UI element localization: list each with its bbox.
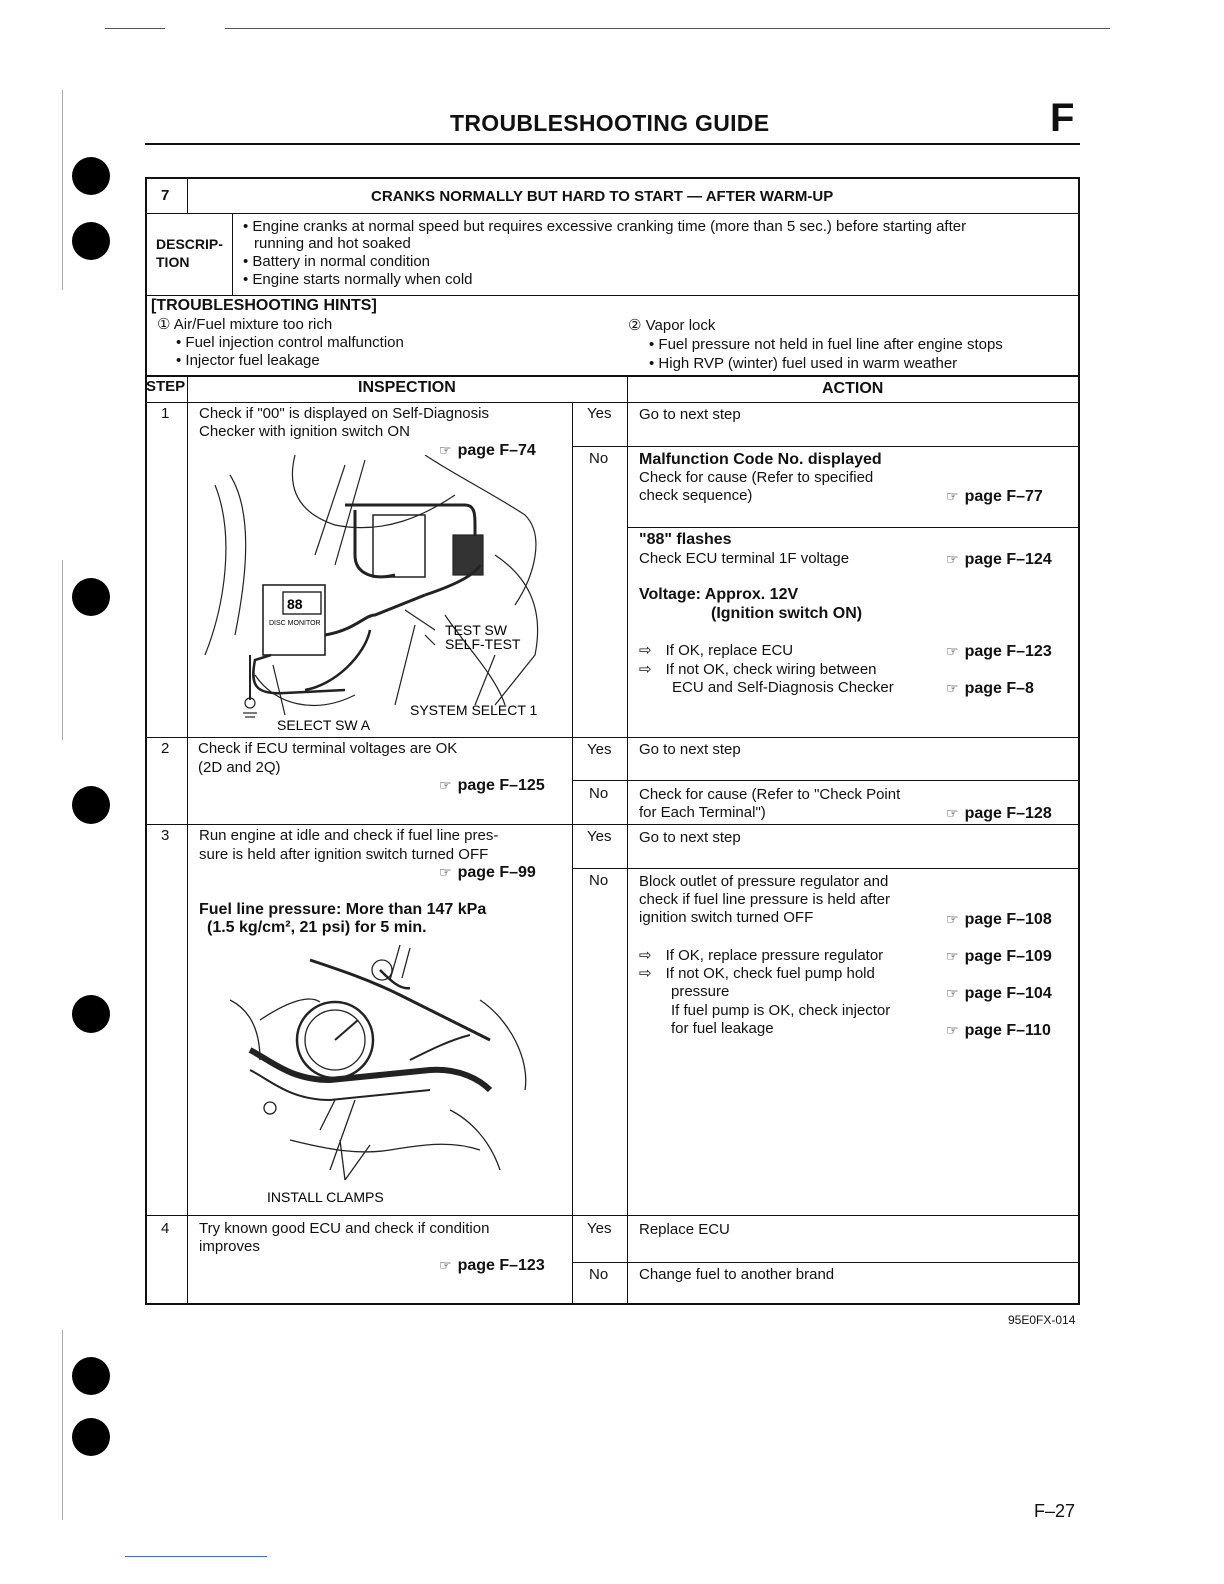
hand-pointer-icon: ☞	[946, 1022, 959, 1038]
description-line: running and hot soaked	[254, 235, 411, 252]
page-reference: ☞ page F–74	[439, 442, 536, 459]
action-text: If fuel pump is OK, check injector	[671, 1002, 891, 1019]
hollow-arrow-icon: ⇨	[639, 965, 652, 982]
action-text: for Each Terminal")	[639, 804, 766, 821]
action-text: Replace ECU	[639, 1221, 730, 1238]
inspection-line: Checker with ignition switch ON	[199, 423, 410, 440]
header-rule	[145, 143, 1080, 145]
no-label: No	[589, 872, 609, 889]
hand-pointer-icon: ☞	[439, 442, 452, 458]
hand-pointer-icon: ☞	[946, 680, 959, 696]
figure-label-self-test: SELF-TEST	[445, 636, 521, 652]
hint-line: • Fuel injection control malfunction	[176, 334, 404, 351]
checker-monitor-label: DISC MONITOR	[269, 620, 321, 627]
figure-label-install-clamps: INSTALL CLAMPS	[267, 1189, 384, 1205]
action-text: check if fuel line pressure is held after	[639, 891, 890, 908]
hint-line: • High RVP (winter) fuel used in warm weather	[649, 355, 958, 372]
self-diagnosis-checker-figure	[195, 455, 570, 735]
yes-label: Yes	[587, 828, 612, 845]
scan-line	[105, 28, 165, 29]
yes-label: Yes	[587, 741, 612, 758]
action-text: check sequence)	[639, 487, 753, 504]
page-number: F–27	[1034, 1501, 1076, 1521]
fuel-pressure-gauge-figure	[230, 940, 550, 1210]
spec-value: (Ignition switch ON)	[711, 605, 863, 622]
description-label: DESCRIP-	[156, 236, 223, 252]
page-reference: ☞ page F–108	[946, 911, 1052, 928]
inspection-line: sure is held after ignition switch turned OFF	[199, 846, 489, 863]
checker-display: 88	[287, 596, 303, 612]
inspection-line: Check if ECU terminal voltages are OK	[198, 740, 458, 757]
description-line: • Engine cranks at normal speed but requires excessive cranking time (more than 5 sec.) before starting after	[243, 218, 967, 235]
hand-pointer-icon: ☞	[946, 985, 959, 1001]
action-text: ECU and Self-Diagnosis Checker	[672, 679, 894, 696]
column-header-inspection: INSPECTION	[358, 379, 456, 396]
page-reference: ☞ page F–123	[439, 1257, 545, 1274]
action-text: Go to next step	[639, 829, 741, 846]
description-line: • Battery in normal condition	[243, 253, 431, 270]
action-heading: Malfunction Code No. displayed	[639, 451, 882, 468]
step-number: 3	[161, 827, 170, 844]
spec-value: (1.5 kg/cm², 21 psi) for 5 min.	[207, 919, 427, 936]
step-number: 4	[161, 1220, 170, 1237]
hand-pointer-icon: ☞	[946, 643, 959, 659]
binder-hole	[72, 222, 110, 260]
action-heading: "88" flashes	[639, 531, 732, 548]
action-text: Check ECU terminal 1F voltage	[639, 550, 850, 567]
hint-line: • Injector fuel leakage	[176, 352, 320, 369]
page-title: TROUBLESHOOTING GUIDE	[450, 110, 770, 136]
hand-pointer-icon: ☞	[439, 864, 452, 880]
page-reference: ☞ page F–104	[946, 985, 1052, 1002]
description-label: TION	[156, 254, 190, 270]
hollow-arrow-icon: ⇨	[639, 642, 652, 659]
page-reference: ☞ page F–123	[946, 643, 1052, 660]
action-text: pressure	[671, 983, 730, 1000]
action-text: ⇨ If not OK, check fuel pump hold	[639, 965, 875, 982]
figure-label-system-select: SYSTEM SELECT 1	[410, 702, 538, 718]
action-text: for fuel leakage	[671, 1020, 774, 1037]
hints-title: [TROUBLESHOOTING HINTS]	[151, 297, 377, 314]
margin-line	[62, 560, 63, 740]
hand-pointer-icon: ☞	[946, 488, 959, 504]
hand-pointer-icon: ☞	[439, 777, 452, 793]
no-label: No	[589, 1266, 609, 1283]
binder-hole	[72, 1418, 110, 1456]
figure-label-select-sw: SELECT SW A	[277, 717, 371, 733]
page-reference: ☞ page F–110	[946, 1022, 1051, 1039]
hollow-arrow-icon: ⇨	[639, 661, 652, 678]
action-text: Go to next step	[639, 406, 741, 423]
yes-label: Yes	[587, 1220, 612, 1237]
inspection-line: improves	[199, 1238, 260, 1255]
binder-hole	[72, 995, 110, 1033]
page-reference: ☞ page F–109	[946, 948, 1052, 965]
page-reference: ☞ page F–77	[946, 488, 1043, 505]
binder-hole	[72, 786, 110, 824]
figure-label-test-sw: TEST SW	[445, 622, 507, 638]
no-label: No	[589, 450, 609, 467]
action-text: ⇨ If OK, replace ECU	[639, 642, 794, 659]
inspection-line: Check if "00" is displayed on Self-Diagnosis	[199, 405, 489, 422]
action-text: Change fuel to another brand	[639, 1266, 835, 1283]
hint-line: ② Vapor lock	[628, 317, 716, 334]
binder-hole	[72, 578, 110, 616]
hand-pointer-icon: ☞	[946, 551, 959, 567]
action-text: ignition switch turned OFF	[639, 909, 814, 926]
hollow-arrow-icon: ⇨	[639, 947, 652, 964]
page-reference: ☞ page F–99	[439, 864, 536, 881]
scan-line	[125, 1556, 267, 1557]
description-line: • Engine starts normally when cold	[243, 271, 473, 288]
hint-line: • Fuel pressure not held in fuel line after engine stops	[649, 336, 1003, 353]
action-text: Check for cause (Refer to specified	[639, 469, 874, 486]
yes-label: Yes	[587, 405, 612, 422]
hand-pointer-icon: ☞	[946, 948, 959, 964]
section-letter: F	[1050, 96, 1075, 140]
binder-hole	[72, 157, 110, 195]
hand-pointer-icon: ☞	[946, 805, 959, 821]
page-reference: ☞ page F–128	[946, 805, 1052, 822]
step-number: 2	[161, 740, 170, 757]
step-number: 1	[161, 405, 170, 422]
action-text: Block outlet of pressure regulator and	[639, 873, 889, 890]
figure-code: 95E0FX-014	[1008, 1313, 1076, 1327]
column-header-step: STEP	[146, 378, 186, 395]
binder-hole	[72, 1357, 110, 1395]
page-reference: ☞ page F–124	[946, 551, 1052, 568]
action-text: Go to next step	[639, 741, 741, 758]
margin-line	[62, 90, 63, 290]
page-reference: ☞ page F–8	[946, 680, 1034, 697]
spec-value: Fuel line pressure: More than 147 kPa	[199, 901, 487, 918]
spec-value: Voltage: Approx. 12V	[639, 586, 799, 603]
inspection-line: Try known good ECU and check if condition	[199, 1220, 490, 1237]
case-number: 7	[161, 187, 170, 204]
inspection-line: (2D and 2Q)	[198, 759, 281, 776]
action-text: Check for cause (Refer to "Check Point	[639, 786, 901, 803]
no-label: No	[589, 785, 609, 802]
inspection-line: Run engine at idle and check if fuel line pres-	[199, 827, 499, 844]
page-reference: ☞ page F–125	[439, 777, 545, 794]
scan-line	[225, 28, 1110, 29]
hint-line: ① Air/Fuel mixture too rich	[157, 316, 333, 333]
action-text: ⇨ If not OK, check wiring between	[639, 661, 877, 678]
action-text: ⇨ If OK, replace pressure regulator	[639, 947, 884, 964]
hand-pointer-icon: ☞	[946, 911, 959, 927]
case-title: CRANKS NORMALLY BUT HARD TO START — AFTER WARM-UP	[371, 188, 834, 205]
hand-pointer-icon: ☞	[439, 1257, 452, 1273]
column-header-action: ACTION	[822, 380, 884, 397]
margin-line	[62, 1330, 63, 1520]
